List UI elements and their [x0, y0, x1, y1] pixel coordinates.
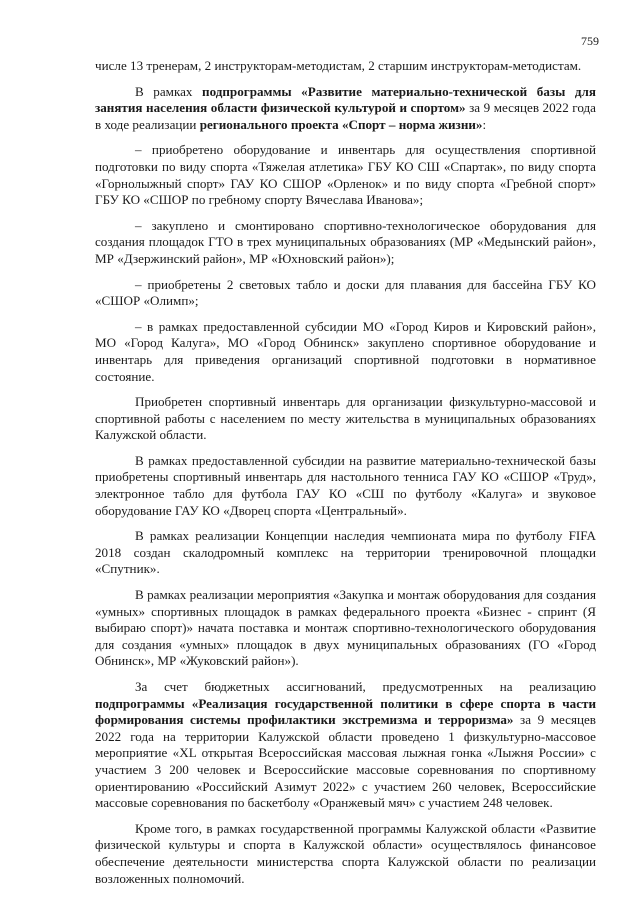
text-run: За счет бюджетных ассигнований, предусмотренных на реализацию: [135, 679, 596, 694]
list-item: – в рамках предоставленной субсидии МО «Город Киров и Кировский район», МО «Город Калуга», МО «Город Обнинск» закуплено спортивное оборудование и инвентарь для приведения организаций спортивной подготовки в нормативное состояние.: [95, 318, 596, 384]
list-item: – приобретены 2 световых табло и доски для плавания для бассейна ГБУ КО «СШОР «Олимп»;: [95, 276, 596, 309]
list-item: – приобретено оборудование и инвентарь для осуществления спортивной подготовки по виду спорта «Тяжелая атлетика» ГБУ КО СШ «Спартак», по виду спорта «Горнолыжный спорт» ГАУ КО СШОР «Орленок» и по виду спорта «Гребной спорт» ГБУ КО «СШОР по гребному спорту Вячеслава Иванова»;: [95, 142, 596, 208]
list-item: – закуплено и смонтировано спортивно-технологическое оборудования для создания площадок ГТО в трех муниципальных образованиях (МР «Медынский район», МР «Дзержинский район», МР «Юхновский район»);: [95, 217, 596, 266]
paragraph: Кроме того, в рамках государственной программы Калужской области «Развитие физической культуры и спорта в Калужской области» осуществлялось финансовое обеспечение деятельности министерства спорта Калужской области по реализации возложенных полномочий.: [95, 820, 596, 886]
page-number: 759: [581, 34, 599, 48]
subprogram-title: подпрограммы «Реализация государственной политики в сфере спорта в части формирования системы профилактики экстремизма и терроризма»: [95, 695, 596, 728]
paragraph: В рамках реализации Концепции наследия чемпионата мира по футболу FIFA 2018 создан скалодромный комплекс на территории тренировочной площадки «Спутник».: [95, 528, 596, 577]
paragraph: В рамках реализации мероприятия «Закупка и монтаж оборудования для создания «умных» спортивных площадок в рамках федерального проекта «Бизнес - спринт (Я выбираю спорт)» начата поставка и монтаж спортивно-технологического оборудования для создания «умных» площадок в двух муниципальных образованиях (ГО «Город Обнинск», МР «Жуковский район»).: [95, 587, 596, 669]
text-run: :: [482, 116, 487, 132]
subprogram-title: подпрограммы «Развитие материально-технической базы для занятия населения области физической культурой и спортом»: [95, 83, 596, 116]
paragraph: [95, 679, 596, 812]
text-run: В рамках: [135, 83, 203, 99]
text-run: за 9 месяцев 2022 года в ходе реализации: [95, 100, 596, 132]
paragraph: Приобретен спортивный инвентарь для организации физкультурно-массовой и спортивной работы с населением по месту жительства в муниципальных образованиях Калужской области.: [95, 394, 596, 443]
paragraph: числе 13 тренерам, 2 инструкторам-методистам, 2 старшим инструкторам-методистам.: [95, 58, 582, 73]
paragraph: [95, 84, 596, 134]
text-run: за 9 месяцев 2022 года на территории Калужской области проведено 1 физкультурно-массовое мероприятие «XL открытая Всероссийская массовая лыжная гонка «Лыжня России» с участием 3 200 человек и Всероссийские массовые соревнования по спортивному ориентированию «Российский Азимут 2022» с участием 260 человек, Всероссийские массовые соревнования по баскетболу «Оранжевый мяч» с участием 248 человек.: [95, 712, 596, 811]
project-title: регионального проекта «Спорт – норма жизни»: [199, 116, 483, 132]
paragraph: В рамках предоставленной субсидии на развитие материально-технической базы приобретены спортивный инвентарь для настольного тенниса ГАУ КО «СШОР «Труд», электронное табло для футбола ГАУ КО «СШ по футболу «Калуга» и звуковое оборудование ГАУ КО «Дворец спорта «Центральный».: [95, 452, 596, 518]
